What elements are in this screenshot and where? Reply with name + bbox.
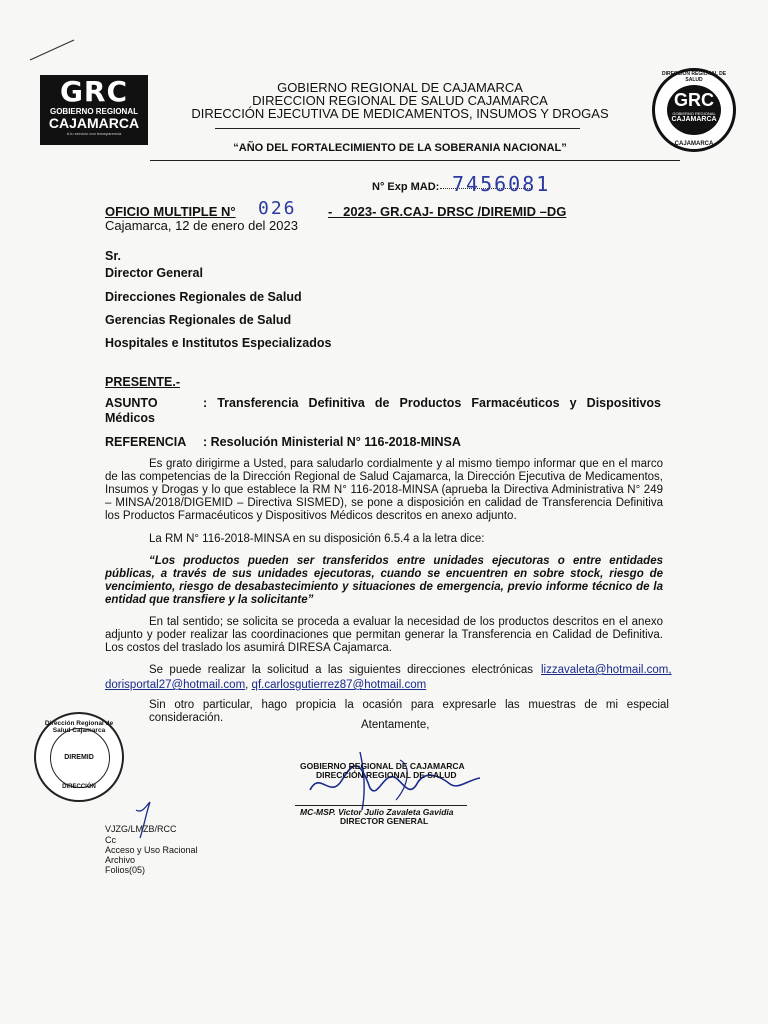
oficio-code: - 2023- GR.CAJ- DRSC /DIREMID –DG [328,204,567,219]
asunto-label: ASUNTO [105,396,158,410]
header-motto: “AÑO DEL FORTALECIMIENTO DE LA SOBERANIA NACIONAL” [233,142,567,154]
diresa-seal: DIRECCIÓN REGIONAL DE SALUD GRC GOBIERNO REGIONAL CAJAMARCA CAJAMARCA [652,68,736,152]
asunto-text-2: Médicos [105,411,156,425]
motto-rule [150,160,680,161]
footer-archivo: Archivo [105,855,136,865]
signature-stamp-line-4: DIRECTOR GENERAL [340,816,429,826]
oficio-label: OFICIO MULTIPLE N° [105,204,236,219]
exp-label: N° Exp MAD: [372,181,440,193]
paragraph-1: Es grato dirigirme a Usted, para saludarlo cordialmente y al mismo tiempo informar que en el marco de las competencias de la Dirección Regional de Salud Cajamarca, la Dirección Ejecutiva de Medicamentos, Insumos y Drogas y lo que establece la RM N° 116-2018-MINSA (aprueba la Directiva Administrativa N° 249 – MINSA/2018/DIGEMID – Directiva SISMED), se pone a disposición en calidad de Transferencia Definitiva los Productos Farmacéuticos y Dispositivos Médicos descritos en anexo adjunto. [105,458,663,522]
oficio-date: Cajamarca, 12 de enero del 2023 [105,218,298,233]
email-link-1[interactable]: lizzavaleta@hotmail.com, [541,664,672,676]
presente-heading: PRESENTE.- [105,375,181,389]
quote: “Los productos pueden ser transferidos entre unidades ejecutoras o entre entidades públicas, a través de sus unidades ejecutoras, cuando se encuentren en sobre stock, riesgo de vencimiento, riesgo de desabastecimiento y situaciones de emergencia, previo informe técnico de la entidad que transfiere y la solicitante” [105,555,663,606]
referencia-label: REFERENCIA [105,435,187,449]
paragraph-4-emails: dorisportal27@hotmail.com, qf.carlosgutierrez87@hotmail.com [105,679,427,691]
recipient-hospitales: Hospitales e Institutos Especializados [105,336,332,350]
paragraph-2: La RM N° 116-2018-MINSA en su disposición 6.5.4 a la letra dice: [149,533,485,545]
recipient-director: Director General [105,266,203,280]
footer-initials: VJZG/LMZB/RCC [105,824,177,834]
signature-stamp-line-2: DIRECCIÓN REGIONAL DE SALUD [316,770,457,780]
paragraph-5: Sin otro particular, hago propicia la ocasión para expresarle las muestras de mi especial consideración. [149,699,669,724]
oficio-number: 026 [258,198,297,219]
recipient-direcciones: Direcciones Regionales de Salud [105,290,302,304]
footer-acceso: Acceso y Uso Racional [105,845,198,855]
header-line-3: DIRECCIÓN EJECUTIVA DE MEDICAMENTOS, INSUMOS Y DROGAS [191,106,609,121]
asunto-text-1: : Transferencia Definitiva de Productos Farmacéuticos y Dispositivos [203,396,661,410]
email-link-2[interactable]: dorisportal27@hotmail.com [105,679,246,691]
exp-number: 7456081 [452,172,551,196]
signature-stamp-line-1: GOBIERNO REGIONAL DE CAJAMARCA [300,761,465,771]
header-line-1: GOBIERNO REGIONAL DE CAJAMARCA [277,80,523,95]
recipient-gerencias: Gerencias Regionales de Salud [105,313,292,327]
pen-mark [28,36,78,64]
closing: Atentamente, [361,719,430,731]
paragraph-3: En tal sentido; se solicita se proceda a evaluar la necesidad de los productos descritos en el anexo adjunto y poder realizar las coordinaciones que permitan generar la Transferencia en Calidad de Definitiva. Los costos del traslado los asumirá DIRESA Cajamarca. [105,616,663,654]
header-line-2: DIRECCION REGIONAL DE SALUD CAJAMARCA [252,93,548,108]
header-rule [215,128,580,129]
signature-stamp-line-3: MC-MSP. Victor Julio Zavaleta Gavidia [300,807,454,817]
signature-rule [295,805,467,806]
grc-logo: GRC GOBIERNO REGIONAL CAJAMARCA A tu servicio con transparencia [40,75,148,145]
email-link-3[interactable]: qf.carlosgutierrez87@hotmail.com [251,679,427,691]
referencia-text: : Resolución Ministerial N° 116-2018-MINSA [203,435,461,449]
footer-cc: Cc [105,835,116,845]
paragraph-4-lead: Se puede realizar la solicitud a las siguientes direcciones electrónicas [149,664,533,676]
recipient-sr: Sr. [105,249,121,263]
diremid-stamp: Dirección Regional de Salud Cajamarca DIREMID DIRECCIÓN [34,712,124,802]
footer-folios: Folios(05) [105,865,146,875]
